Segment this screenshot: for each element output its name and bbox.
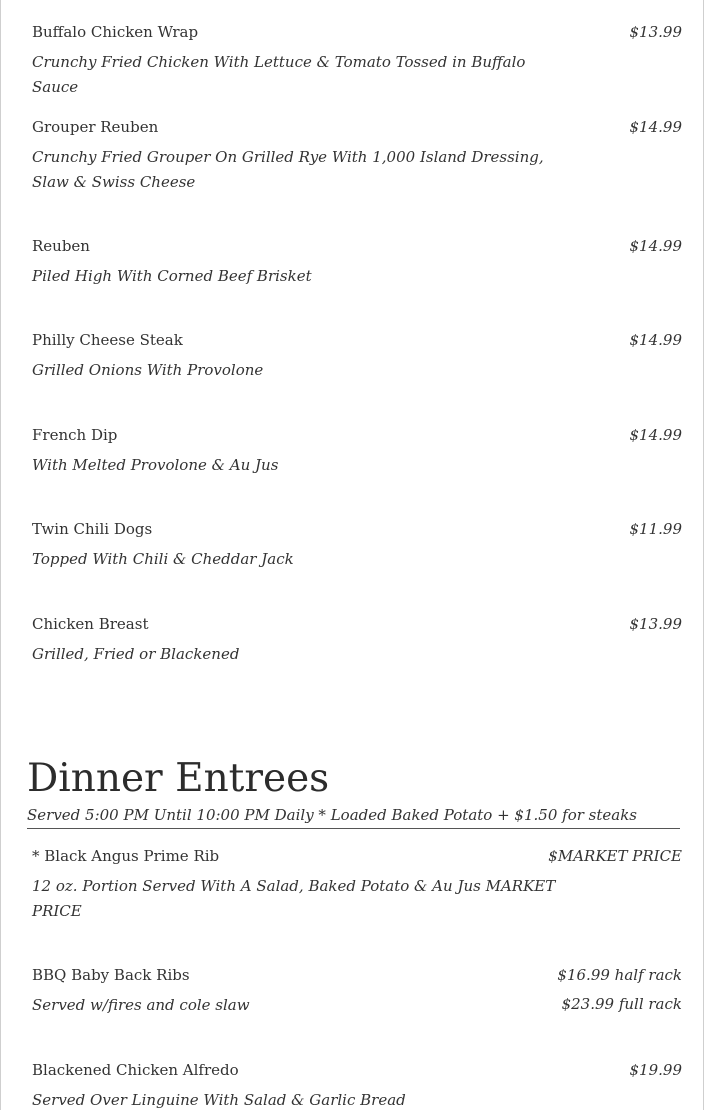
- item-name: French Dip: [32, 426, 118, 444]
- item-description: Crunchy Fried Grouper On Grilled Rye With 1,000 Island Dressing, Slaw & Swiss Cheese: [32, 148, 544, 191]
- item-description: Served w/fires and cole slaw: [32, 996, 250, 1014]
- menu-item: [32, 846, 682, 924]
- item-price: $13.99: [629, 615, 682, 633]
- menu-item: [32, 22, 682, 100]
- item-name: Buffalo Chicken Wrap: [32, 23, 199, 41]
- menu-item: [32, 519, 682, 572]
- menu-item: [32, 425, 682, 478]
- item-description: With Melted Provolone & Au Jus: [32, 456, 279, 474]
- item-description: Served Over Linguine With Salad & Garlic Bread: [32, 1091, 406, 1109]
- menu-item: [32, 117, 682, 195]
- menu-item: [32, 330, 682, 383]
- menu-item: [32, 1060, 682, 1113]
- item-name: Grouper Reuben: [32, 118, 159, 136]
- item-price: $19.99: [629, 1061, 682, 1079]
- item-name: Reuben: [32, 237, 90, 255]
- section-title: Dinner Entrees: [27, 756, 330, 801]
- item-description: Piled High With Corned Beef Brisket: [32, 267, 312, 285]
- menu-item: [32, 965, 682, 1018]
- item-description: Grilled Onions With Provolone: [32, 361, 264, 379]
- item-name: * Black Angus Prime Rib: [32, 847, 220, 865]
- item-price: $14.99: [629, 118, 682, 136]
- item-name: Philly Cheese Steak: [32, 331, 183, 349]
- item-price-secondary: $23.99 full rack: [561, 995, 682, 1013]
- item-name: BBQ Baby Back Ribs: [32, 966, 190, 984]
- item-name: Twin Chili Dogs: [32, 520, 153, 538]
- item-price: $16.99 half rack: [557, 966, 682, 984]
- section-divider: [27, 828, 680, 829]
- item-price: $14.99: [629, 331, 682, 349]
- item-description: Grilled, Fried or Blackened: [32, 645, 240, 663]
- item-price: $MARKET PRICE: [548, 847, 682, 865]
- item-description: 12 oz. Portion Served With A Salad, Baked Potato & Au Jus MARKET PRICE: [32, 877, 556, 920]
- menu-item: [32, 614, 682, 667]
- item-price: $14.99: [629, 426, 682, 444]
- item-name: Blackened Chicken Alfredo: [32, 1061, 239, 1079]
- item-price: $13.99: [629, 23, 682, 41]
- item-name: Chicken Breast: [32, 615, 149, 633]
- item-description: Topped With Chili & Cheddar Jack: [32, 550, 294, 568]
- menu-item: [32, 236, 682, 289]
- item-price: $14.99: [629, 237, 682, 255]
- item-description: Crunchy Fried Chicken With Lettuce & Tomato Tossed in Buffalo Sauce: [32, 53, 526, 96]
- item-price: $11.99: [629, 520, 682, 538]
- section-subtitle: Served 5:00 PM Until 10:00 PM Daily * Loaded Baked Potato + $1.50 for steaks: [27, 806, 637, 824]
